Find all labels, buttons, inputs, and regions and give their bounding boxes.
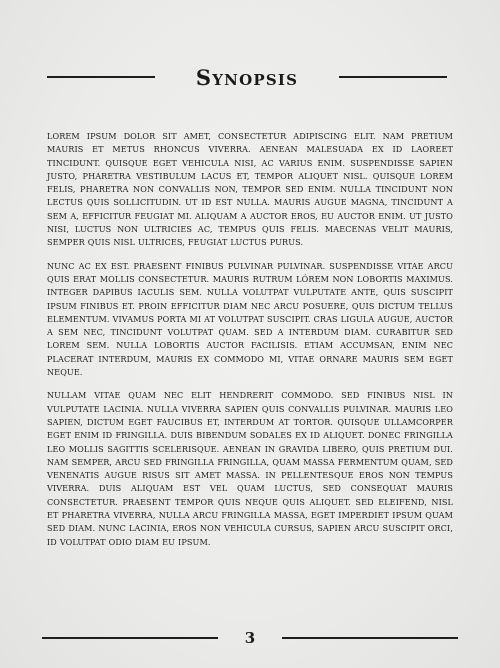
- footer-rule-right: [282, 637, 458, 639]
- footer-rule-left: [42, 637, 218, 639]
- title-rule-right: [339, 76, 447, 78]
- page-number: 3: [244, 629, 256, 647]
- page-title: Synopsis: [195, 64, 299, 90]
- paragraph-2: NUNC AC EX EST. PRAESENT FINIBUS PULVINAR PULVINAR. SUSPENDISSE VITAE ARCU QUIS ERAT MOLLIS CONSECTETUR. MAURIS RUTRUM LÓREM NON LOBORTIS MAXIMUS. INTEGER DAPIBUS IACULIS SEM. NULLA VOLUTPAT VULPUTATE ANTE, QUIS SUSCIPIT IPSUM FINIBUS ET. PROIN EFFICITUR DIAM NEC ARCU POSUERE, QUIS DICTUM TELLUS ELEMENTUM. VIVAMUS PORTA MI AT VOLUTPAT SUSCIPIT. CRAS LIGULA AUGUE, AUCTOR A SEM NEC, TINCIDUNT VOLUTPAT QUAM. SED A INTERDUM DIAM. CURABITUR SED LOREM SEM. NULLA LOBORTIS AUCTOR FACILISIS. ETIAM ACCUMSAN, ENIM NEC PLACERAT INTERDUM, MAURIS EX COMMODO MI, VITAE ORNARE MAURIS SEM EGET NEQUE.: [47, 260, 453, 378]
- title-row: [47, 60, 447, 94]
- paragraph-1: LOREM IPSUM DOLOR SIT AMET, CONSECTETUR ADIPISCING ELIT. NAM PRETIUM MAURIS ET METUS RHONCUS VIVERRA. AENEAN MALESUADA EX ID LAOREET TINCIDUNT. QUISQUE EGET VEHICULA NISI, AC VARIUS ENIM. SUSPENDISSE SAPIEN JUSTO, PHARETRA VESTIBULUM LACUS ET, TEMPOR ALIQUET NISL. QUISQUE LOREM FELIS, PHARETRA NON CONVALLIS NON, TEMPOR SED ENIM. NULLA TINCIDUNT NON LECTUS QUIS SOLLICITUDIN. UT ID EST NULLA. MAURIS AUGUE MAGNA, TINCIDUNT A SEM A, EFFICITUR FEUGIAT MI. ALIQUAM A AUCTOR EROS, EU AUCTOR ENIM. UT JUSTO NISI, LUCTUS NON ULTRICIES AC, TEMPUS QUIS FELIS. MAECENAS VELIT MAURIS, SEMPER QUIS NISL ULTRICES, FEUGIAT LUCTUS PURUS.: [47, 131, 453, 248]
- page-footer: [42, 626, 458, 650]
- title-rule-left: [47, 76, 155, 78]
- synopsis-body: [47, 130, 453, 559]
- paragraph-3: NULLAM VITAE QUAM NEC ELIT HENDRERIT COMMODO. SED FINIBUS NISL IN VULPUTATE LACINIA. NULLA VIVERRA SAPIEN QUIS CONVALLIS PULVINAR. MAURIS LEO SAPIEN, DICTUM EGET FAUCIBUS ET, INTERDUM AT TORTOR. QUISQUE ULLAMCORPER EGET ENIM ID FRINGILLA. DUIS BIBENDUM SODALES EX ID ALIQUET. DONEC FRINGILLA LEO MOLLIS SAGITTIS SCELERISQUE. AENEAN IN GRAVIDA LIBERO, QUIS PRETIUM DUI. NAM SEMPER, ARCU SED FRINGILLA FRINGILLA, QUAM MASSA FERMENTUM QUAM, SED VENENATIS AUGUE RISUS SIT AMET MASSA. IN PELLENTESQUE EROS NON TEMPUS VIVERRA. DUIS ALIQUAM EST VEL QUAM LUCTUS, SED CONSEQUAT MAURIS CONSECTETUR. PRAESENT TEMPOR QUIS NEQUE QUIS ALIQUET. SED ELEIFEND, NISL ET PHARETRA VIVERRA, NULLA ARCU FRINGILLA MASSA, EGET IMPERDIET IPSUM QUAM SED DIAM. NUNC LACINIA, EROS NON VEHICULA CURSUS, SAPIEN ARCU SUSCIPIT ORCI, ID VOLUTPAT ODIO DIAM EU IPSUM.: [47, 390, 453, 547]
